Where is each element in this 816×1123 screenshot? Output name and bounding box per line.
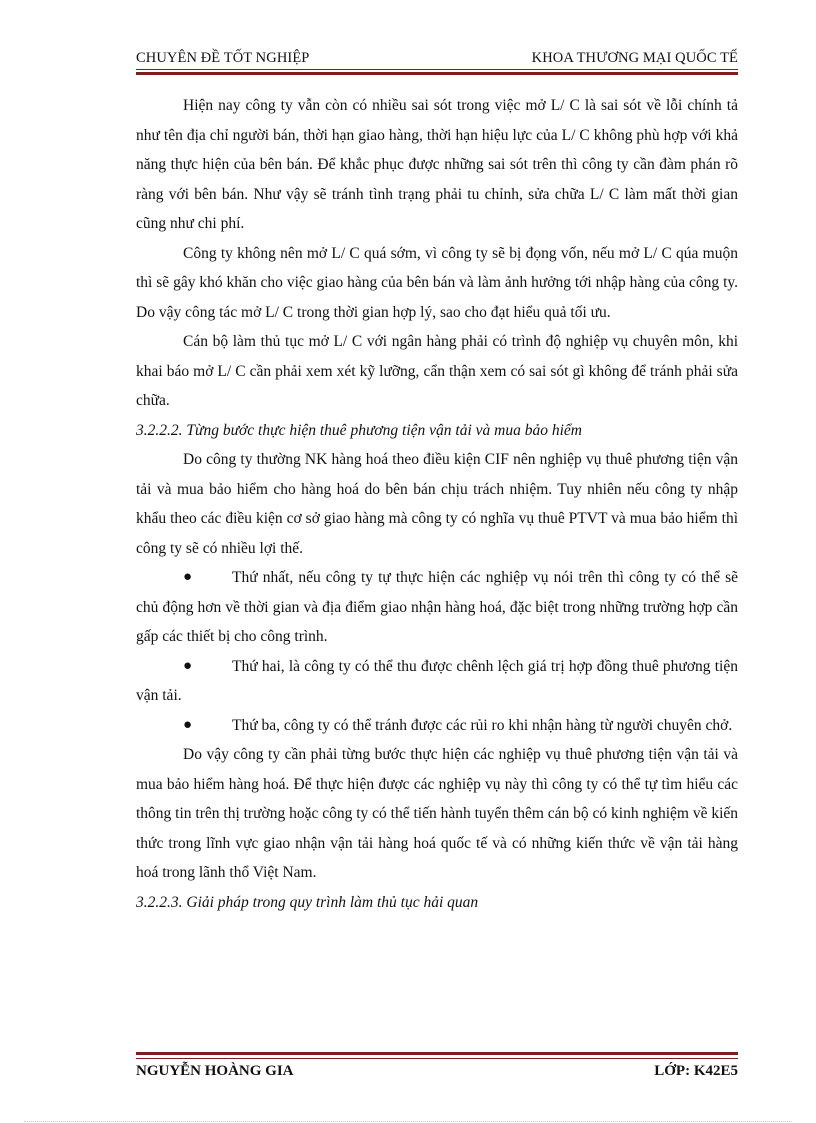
page-edge-divider — [24, 1121, 792, 1122]
bullet-icon: ● — [183, 657, 193, 674]
section-heading-customs: 3.2.2.3. Giải pháp trong quy trình làm thủ tục hải quan — [136, 893, 479, 911]
footer-rule-thin — [136, 1058, 738, 1059]
footer-author: NGUYỄN HOÀNG GIA — [136, 1063, 294, 1079]
bullet-text-first: Thứ nhất, nếu công ty tự thực hiện các nghiệp vụ nói trên thì công ty có thể sẽ chủ động hơn về thời gian và địa điểm giao nhận hàng hoá, đặc biệt trong những trường hợp cần gấp các thiết bị cho công trình. — [136, 569, 738, 645]
bullet-icon: ● — [183, 569, 193, 585]
bullet-item-second — [136, 652, 738, 711]
paragraph-lc-staff: Cán bộ làm thủ tục mở L/ C với ngân hàng phải có trình độ nghiệp vụ chuyên môn, khi khai báo mở L/ C cần phải xem xét kỹ lưỡng, cẩn thận xem có sai sót gì không để tránh phải sửa chữa. — [136, 333, 738, 409]
bullet-icon: ● — [183, 716, 193, 733]
bullet-item-first — [136, 563, 738, 652]
page-footer — [136, 1063, 738, 1080]
bullet-item-third — [136, 711, 738, 741]
paragraph-lc-timing: Công ty không nên mở L/ C quá sớm, vì công ty sẽ bị đọng vốn, nếu mở L/ C qúa muộn thì sẽ gây khó khăn cho việc giao hàng của bên bán và làm ảnh hưởng tới nhập hàng của công ty. Do vậy công tác mở L/ C trong thời gian hợp lý, sao cho đạt hiểu quả tối ưu. — [136, 244, 738, 321]
section-heading-transport-insurance: 3.2.2.2. Từng bước thực hiện thuê phương tiện vận tải và mua bảo hiểm — [136, 421, 582, 439]
header-rule-thin — [136, 69, 738, 70]
page-header — [136, 50, 738, 67]
footer-rule-thick — [136, 1052, 738, 1055]
header-left: CHUYÊN ĐỀ TỐT NGHIỆP — [136, 50, 310, 66]
header-right: KHOA THƯƠNG MẠI QUỐC TẾ — [531, 50, 738, 66]
bullet-text-third: Thứ ba, công ty có thể tránh được các rủi ro khi nhận hàng từ người chuyên chở. — [232, 716, 733, 734]
bullet-text-second: Thứ hai, là công ty có thể thu được chênh lệch giá trị hợp đồng thuê phương tiện vận tải. — [136, 657, 738, 704]
footer-class: LỚP: K42E5 — [654, 1063, 738, 1079]
paragraph-lc-errors: Hiện nay công ty vẫn còn có nhiều sai sót trong việc mở L/ C là sai sót về lỗi chính tả như tên địa chỉ người bán, thời hạn giao hàng, thời hạn hiệu lực của L/ C không phù hợp với khả năng thực hiện của bên bán. Để khắc phục được những sai sót trên thì công ty cần đàm phán rõ ràng với bên bán. Như vậy sẽ tránh tình trạng phải tu chỉnh, sửa chữa L/ C làm mất thời gian cũng như chi phí. — [136, 97, 738, 232]
document-body — [136, 91, 738, 917]
paragraph-conclusion: Do vậy công ty cần phải từng bước thực hiện các nghiệp vụ thuê phương tiện vận tải và mua bảo hiểm hàng hoá. Để thực hiện được các nghiệp vụ này thì công ty có thể tự tìm hiểu các thông tin trên thị trường hoặc công ty có thể tiến hành tuyển thêm cán bộ có kinh nghiệm về kiến thức trong lĩnh vực giao nhận vận tải hàng hoá quốc tế và có những kiến thức về vận tải hàng hoá trong lãnh thổ Việt Nam. — [136, 746, 739, 881]
paragraph-cif: Do công ty thường NK hàng hoá theo điều kiện CIF nên nghiệp vụ thuê phương tiện vận tải và mua bảo hiểm cho hàng hoá do bên bán chịu trách nhiệm. Tuy nhiên nếu công ty nhập khẩu theo các điều kiện cơ sở giao hàng mà công ty có nghĩa vụ thuê PTVT và mua bảo hiểm thì công ty sẽ có nhiều lợi thế. — [136, 451, 738, 557]
header-rule-thick — [136, 72, 738, 75]
